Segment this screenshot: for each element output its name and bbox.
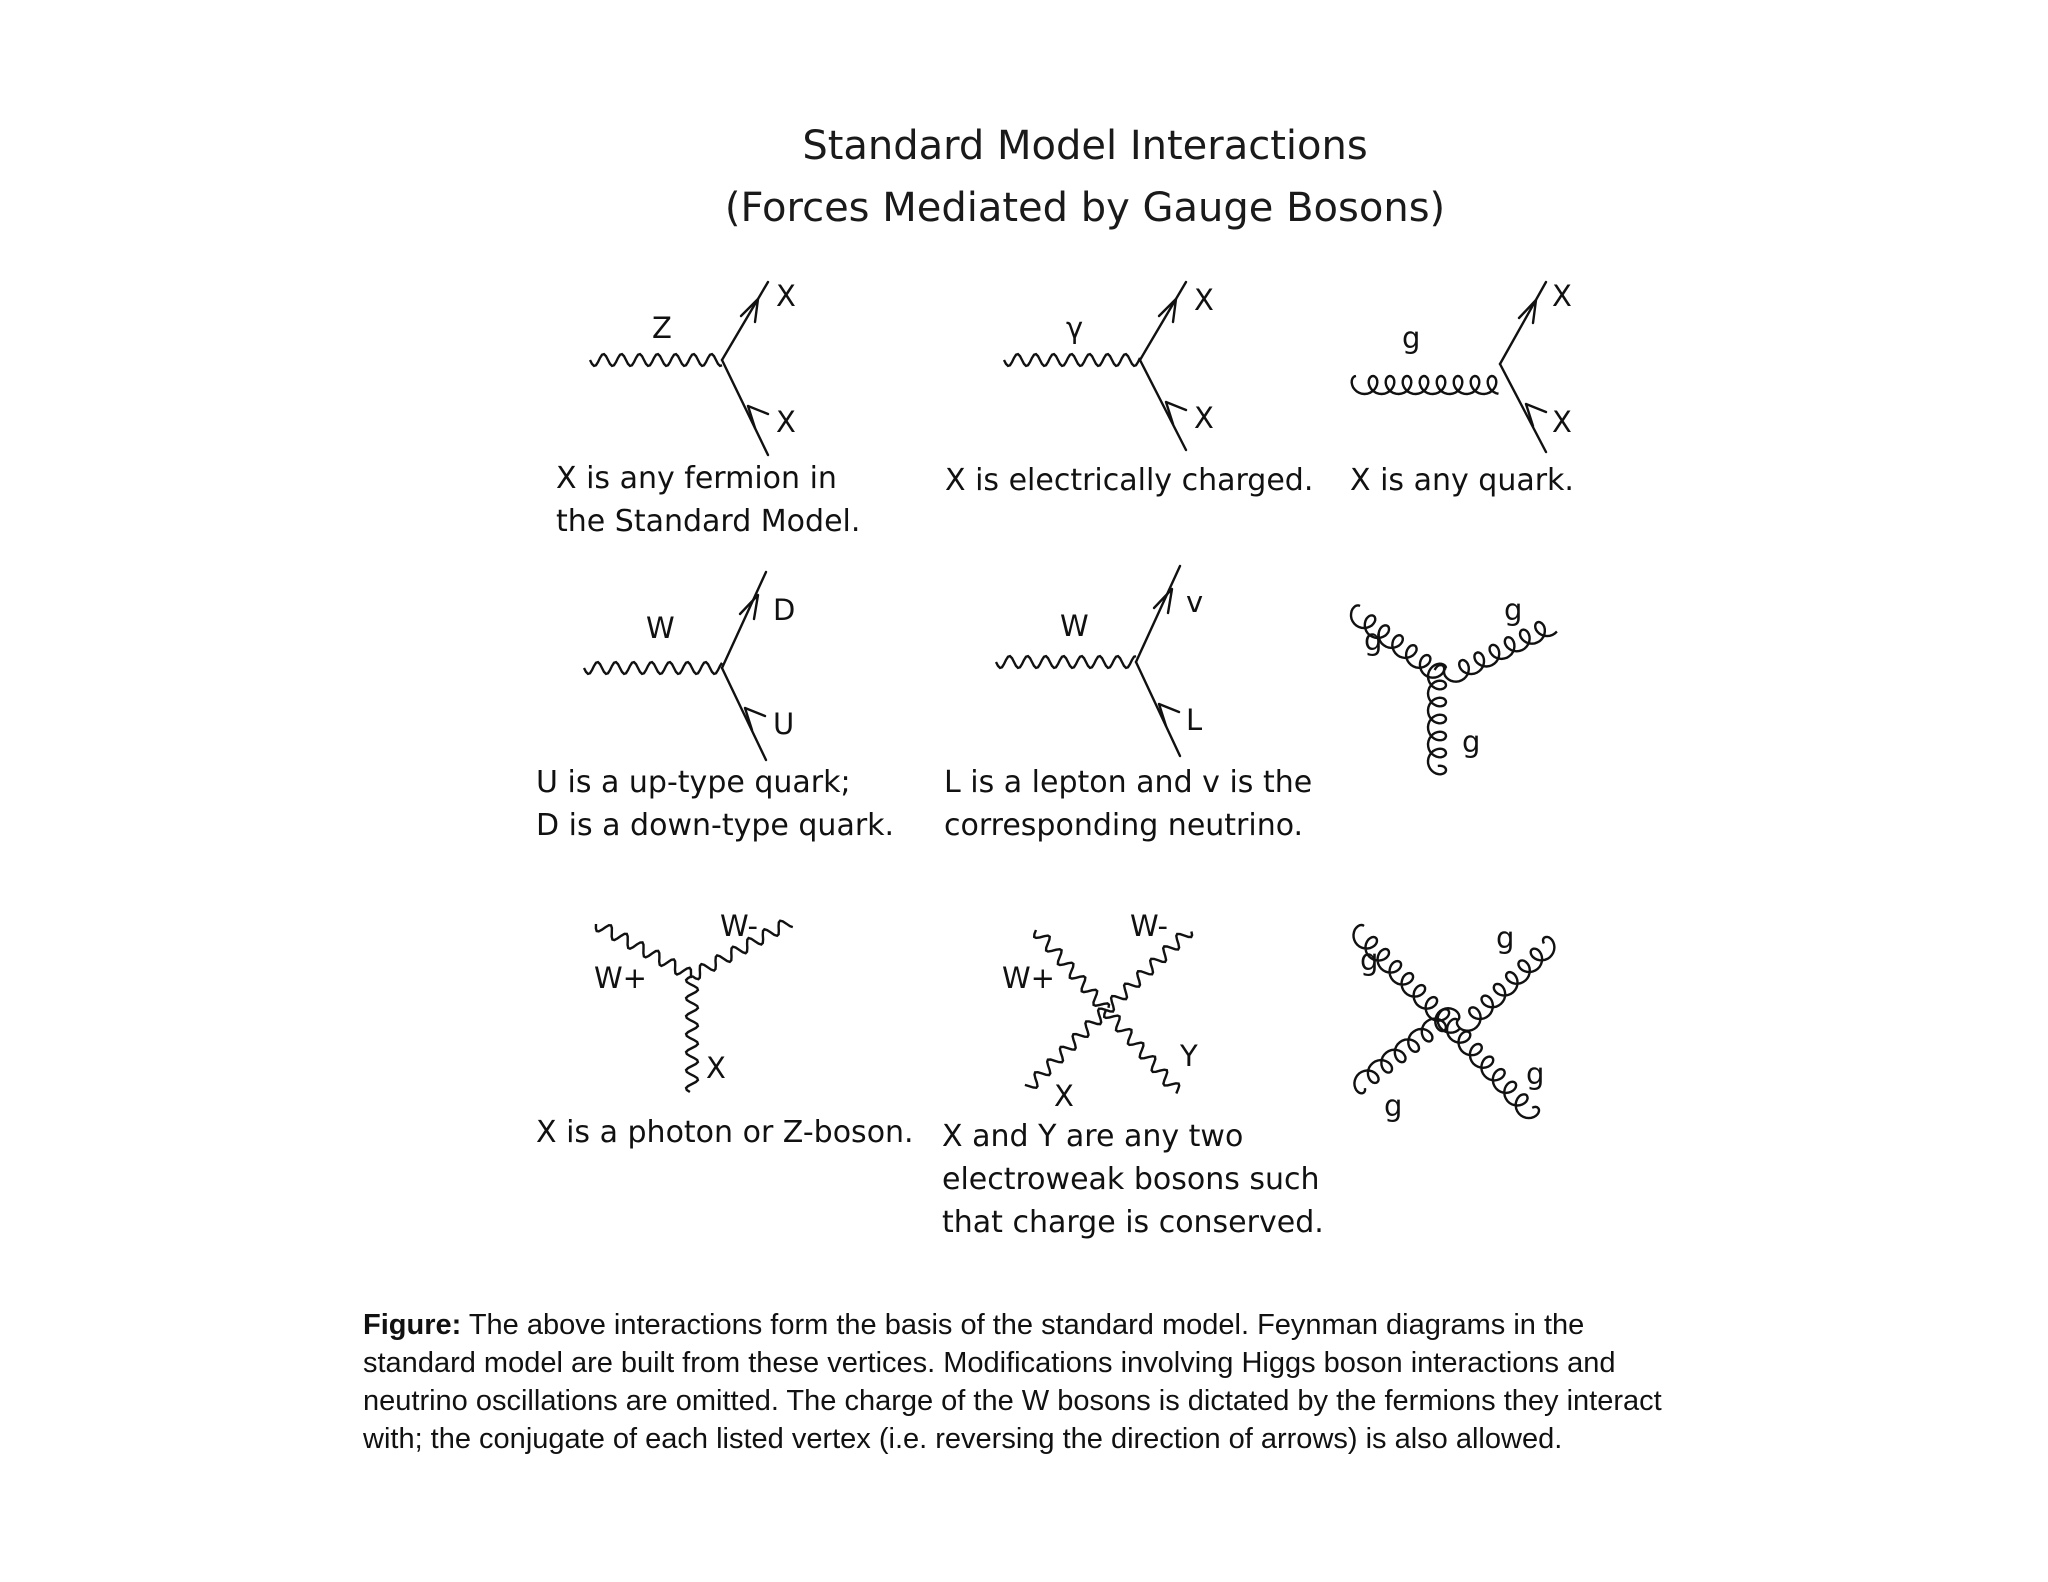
- quark-line-out: [1500, 282, 1546, 364]
- vertex-photon-charged: [945, 282, 1313, 498]
- arrow-in-icon: [745, 708, 765, 730]
- boson-label: Y: [1180, 1039, 1198, 1073]
- gluon-line: [1354, 1008, 1459, 1093]
- vertex-caption-line: that charge is conserved.: [942, 1205, 1324, 1240]
- arrow-out-icon: [741, 299, 758, 322]
- boson-label: g: [1402, 321, 1421, 355]
- gluon-line: [1352, 376, 1499, 394]
- gluon-label: g: [1384, 1089, 1403, 1123]
- fermion-line-in: [1140, 360, 1186, 450]
- gluon-label: g: [1504, 593, 1523, 627]
- gluon-label: g: [1364, 623, 1383, 657]
- vertex-caption-line: D is a down-type quark.: [536, 808, 895, 843]
- figure-caption-lead: Figure:: [363, 1309, 462, 1341]
- vertex-caption-line: electroweak bosons such: [942, 1162, 1320, 1197]
- x-boson-line: [1025, 1009, 1106, 1088]
- vertex-quartic-boson: [942, 909, 1324, 1240]
- gluon-line: [1444, 622, 1557, 682]
- gluon-line: [1428, 664, 1446, 775]
- y-boson-line: [1104, 1010, 1179, 1094]
- vertex-caption-line: X and Y are any two: [942, 1119, 1244, 1154]
- vertex-caption-line: corresponding neutrino.: [944, 808, 1304, 843]
- boson-label: X: [1054, 1079, 1074, 1113]
- w-minus-line: [1106, 932, 1192, 1012]
- fermion-line-out: [722, 282, 768, 360]
- boson-label: W-: [720, 909, 758, 943]
- w-boson-line: [584, 662, 722, 674]
- top-fermion-label: X: [776, 279, 796, 313]
- vertex-caption-line: U is a up-type quark;: [536, 765, 851, 800]
- top-fermion-label: D: [773, 593, 796, 627]
- boson-label: X: [706, 1051, 726, 1085]
- bottom-fermion-label: X: [776, 405, 796, 439]
- z-boson-line: [590, 354, 722, 366]
- gluon-label: g: [1360, 943, 1379, 977]
- x-boson-line: [686, 976, 698, 1092]
- bottom-fermion-label: X: [1552, 405, 1572, 439]
- arrow-out-icon: [1159, 299, 1176, 322]
- figure-caption: [363, 1306, 1693, 1458]
- boson-label: W: [646, 611, 675, 645]
- fermion-line-out: [1140, 282, 1186, 360]
- bottom-fermion-label: U: [773, 707, 795, 741]
- gluon-line: [1354, 925, 1460, 1033]
- arrow-in-icon: [748, 406, 768, 428]
- bottom-fermion-label: X: [1194, 401, 1214, 435]
- vertex-caption-line: L is a lepton and v is the: [944, 765, 1313, 800]
- vertex-caption-line: X is any quark.: [1350, 463, 1574, 498]
- vertex-gluon-quark: [1350, 279, 1574, 498]
- vertex-z-fermion: [556, 279, 860, 539]
- diagram-subtitle: (Forces Mediated by Gauge Bosons): [724, 185, 1446, 231]
- gluon-label: g: [1526, 1057, 1545, 1091]
- vertex-three-gluon: [1351, 593, 1557, 774]
- arrow-in-icon: [1526, 404, 1546, 426]
- quark-line-out: [722, 572, 766, 668]
- vertex-w-lepton: [944, 566, 1312, 843]
- gluon-label: g: [1496, 921, 1515, 955]
- lepton-line-out: [1136, 566, 1180, 662]
- boson-label: W+: [594, 961, 647, 995]
- vertex-four-gluon: [1354, 921, 1555, 1123]
- boson-label: W: [1060, 609, 1089, 643]
- arrow-out-icon: [1519, 300, 1536, 323]
- figure-caption-text: The above interactions form the basis of the standard model. Feynman diagrams in the standard model are built from these vertices. Modifications involving Higgs boson interactions and neutrino oscillations are omitted. The charge of the W bosons is dictated by the fermions they interact with; the conjugate of each listed vertex (i.e. reversing the direction of arrows) is also allowed.: [363, 1309, 1662, 1455]
- gluon-label: g: [1462, 725, 1481, 759]
- arrow-in-icon: [1166, 402, 1186, 424]
- vertex-triple-boson: [536, 909, 914, 1150]
- vertex-w-quark: [536, 572, 894, 843]
- vertex-caption-line: the Standard Model.: [556, 504, 861, 539]
- vertex-caption-line: X is any fermion in: [556, 461, 837, 496]
- boson-label: γ: [1066, 311, 1084, 345]
- diagram-title: Standard Model Interactions: [802, 123, 1368, 169]
- top-fermion-label: v: [1186, 585, 1204, 619]
- fermion-line-in: [722, 360, 768, 455]
- boson-label: W+: [1002, 961, 1055, 995]
- top-fermion-label: X: [1194, 283, 1214, 317]
- photon-line: [1004, 354, 1140, 366]
- top-fermion-label: X: [1552, 279, 1572, 313]
- boson-label: W-: [1130, 909, 1168, 943]
- vertex-caption-line: X is electrically charged.: [945, 463, 1314, 498]
- arrow-in-icon: [1159, 704, 1179, 726]
- w-boson-line: [996, 656, 1136, 668]
- vertex-caption-line: X is a photon or Z-boson.: [536, 1115, 914, 1150]
- bottom-fermion-label: L: [1186, 703, 1203, 737]
- boson-label: Z: [652, 311, 672, 345]
